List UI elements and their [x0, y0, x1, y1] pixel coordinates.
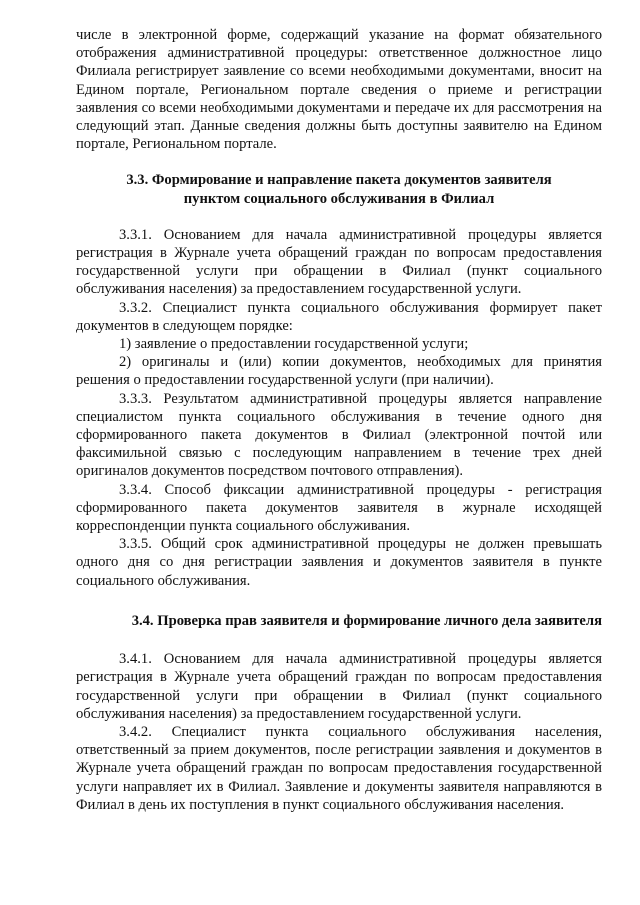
paragraph-3-3-4: 3.3.4. Способ фиксации административной процедуры - регистрация сформированного пакета документов заявителя в журнале исходящей корреспонденции пункта социального обслуживания.: [76, 481, 602, 535]
spacer: [76, 153, 602, 171]
list-item-2: 2) оригиналы и (или) копии документов, необходимых для принятия решения о предоставлении государственной услуги (при наличии).: [76, 354, 602, 389]
paragraph-3-3-3: 3.3.3. Результатом административной процедуры является направление специалистом пункта социального обслуживания в течение одного дня сформированного пакета документов в Филиал (электронной почтой или факсимильной связью с последующим направлением в течение трех дней оригиналов документов посредством почтового отправления).: [76, 390, 602, 480]
spacer: [76, 590, 602, 612]
list-item-1: 1) заявление о предоставлении государственной услуги;: [119, 336, 469, 353]
document-page: [76, 26, 602, 814]
spacer: [76, 630, 602, 650]
paragraph-3-4-1: 3.4.1. Основанием для начала административной процедуры является регистрация в Журнале учета обращений граждан по вопросам предоставления государственной услуги при обращении в Филиал (пункт социального обслуживания населения) за предоставлением государственной услуги.: [76, 651, 602, 722]
section-3-4-heading: 3.4. Проверка прав заявителя и формирование личного дела заявителя: [131, 612, 602, 629]
intro-paragraph: числе в электронной форме, содержащий указание на формат обязательного отображения административной процедуры: ответственное должностное лицо Филиала регистрирует заявление со всеми необходимыми документами, вносит на Едином портале, Региональном портале сведения о приеме и регистрации заявления со всеми необходимыми документами и передаче их для рассмотрения на следующий этап. Данные сведения должны быть доступны заявителю на Едином портале, Региональном портале.: [76, 27, 602, 153]
paragraph-3-3-5: 3.3.5. Общий срок административной процедуры не должен превышать одного дня со дня регистрации заявления и документов заявителя в пункте социального обслуживания.: [76, 536, 602, 589]
paragraph-3-4-2: 3.4.2. Специалист пункта социального обслуживания населения, ответственный за прием документов, после регистрации заявления и документов в Журнале учета обращений граждан по вопросам предоставления государственной услуги направляет их в Филиал. Заявление и документы заявителя направляются в Филиал в день их поступления в пункт социального обслуживания населения.: [76, 723, 602, 813]
section-3-3-heading: 3.3. Формирование и направление пакета документов заявителя пунктом социального обслуживания в Филиал: [126, 172, 552, 207]
spacer: [76, 208, 602, 226]
paragraph-3-3-2: 3.3.2. Специалист пункта социального обслуживания формирует пакет документов в следующем порядке:: [76, 299, 602, 334]
paragraph-3-3-1: 3.3.1. Основанием для начала административной процедуры является регистрация в Журнале учета обращений граждан по вопросам предоставления государственной услуги при обращении в Филиал (пункт социального обслуживания населения) за предоставлением государственной услуги.: [76, 226, 602, 298]
